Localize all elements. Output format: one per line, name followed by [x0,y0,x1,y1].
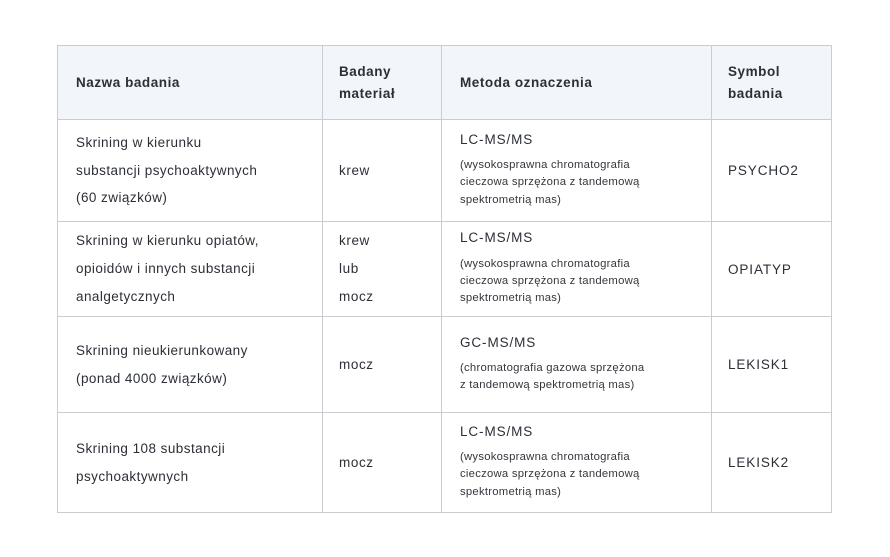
symbol-text: OPIATYP [728,261,792,277]
table-header-row [58,46,832,120]
cell-method [442,413,712,513]
symbol-text: LEKISK1 [728,357,790,372]
column-header-badany-material-line2: materiał [339,85,396,101]
method-description [460,360,693,395]
test-name-line: Skrining w kierunku opiatów, [76,233,259,249]
laboratory-tests-table [57,45,832,513]
material-text [323,351,441,379]
method-description-line: cieczowa sprzężona z tandemową [460,176,640,189]
test-name-text [58,227,322,310]
method-description-line: cieczowa sprzężona z tandemową [460,274,640,287]
test-name-line: (ponad 4000 związków) [76,370,228,386]
method-description-line: (wysokosprawna chromatografia [460,257,630,270]
column-header-badany-material-line1: Badany [339,63,392,79]
column-header-symbol-badania-text [712,61,831,105]
column-header-nazwa-badania [58,46,323,120]
cell-method [442,317,712,413]
column-header-badany-material [323,46,442,120]
method-description [460,256,693,308]
test-name-line: substancji psychoaktywnych [76,162,258,178]
cell-material [323,120,442,222]
method-text [442,132,711,209]
material-text [323,157,441,185]
method-description-line: spektrometrią mas) [460,485,562,498]
test-name-line: psychoaktywnych [76,468,189,484]
test-name-text [58,337,322,392]
material-text [323,227,441,310]
material-line: krew [339,233,370,249]
column-header-badany-material-text [323,61,441,105]
column-header-symbol-badania [712,46,832,120]
material-line: mocz [339,356,374,372]
cell-symbol [712,317,832,413]
cell-symbol [712,222,832,317]
cell-method [442,120,712,222]
test-name-line: Skrining 108 substancji [76,440,226,456]
method-text [442,230,711,307]
cell-material [323,317,442,413]
test-name-text [58,129,322,212]
method-title: LC-MS/MS [460,230,534,246]
material-text [323,449,441,477]
table-body [58,120,832,513]
method-description [460,157,693,209]
method-description-line: z tandemową spektrometrią mas) [460,379,635,392]
cell-material [323,413,442,513]
table-row [58,413,832,513]
column-header-metoda-oznaczenia-label: Metoda oznaczenia [460,74,593,90]
table-header [58,46,832,120]
cell-symbol [712,120,832,222]
test-name-line: analgetycznych [76,288,176,304]
symbol-text: PSYCHO2 [728,163,799,178]
table-row [58,317,832,413]
column-header-metoda-oznaczenia [442,46,712,120]
method-title: LC-MS/MS [460,423,534,439]
test-name-line: Skrining w kierunku [76,134,202,150]
method-description-line: (wysokosprawna chromatografia [460,451,630,464]
method-description-line: spektrometrią mas) [460,193,562,206]
cell-test-name [58,222,323,317]
symbol-text: LEKISK2 [728,455,790,470]
cell-method [442,222,712,317]
method-text [442,424,711,501]
cell-test-name [58,120,323,222]
column-header-nazwa-badania-label: Nazwa badania [76,74,180,90]
method-description-line: spektrometrią mas) [460,292,562,305]
test-name-text [58,435,322,490]
material-line: mocz [339,288,374,304]
method-description-line: (wysokosprawna chromatografia [460,159,630,172]
method-description-line: cieczowa sprzężona z tandemową [460,468,640,481]
method-title: LC-MS/MS [460,131,534,147]
exam-table-container [57,45,831,507]
method-title: GC-MS/MS [460,334,537,350]
material-line: krew [339,162,370,178]
material-line: mocz [339,454,374,470]
method-description [460,449,693,501]
column-header-symbol-badania-line2: badania [728,85,783,101]
test-name-line: Skrining nieukierunkowany [76,342,248,358]
table-row [58,120,832,222]
cell-test-name [58,413,323,513]
material-line: lub [339,261,359,277]
test-name-line: opioidów i innych substancji [76,261,256,277]
cell-symbol [712,413,832,513]
table-row [58,222,832,317]
cell-test-name [58,317,323,413]
method-text [442,335,711,395]
test-name-line: (60 związków) [76,190,168,206]
method-description-line: (chromatografia gazowa sprzężona [460,361,645,374]
column-header-symbol-badania-line1: Symbol [728,63,781,79]
cell-material [323,222,442,317]
